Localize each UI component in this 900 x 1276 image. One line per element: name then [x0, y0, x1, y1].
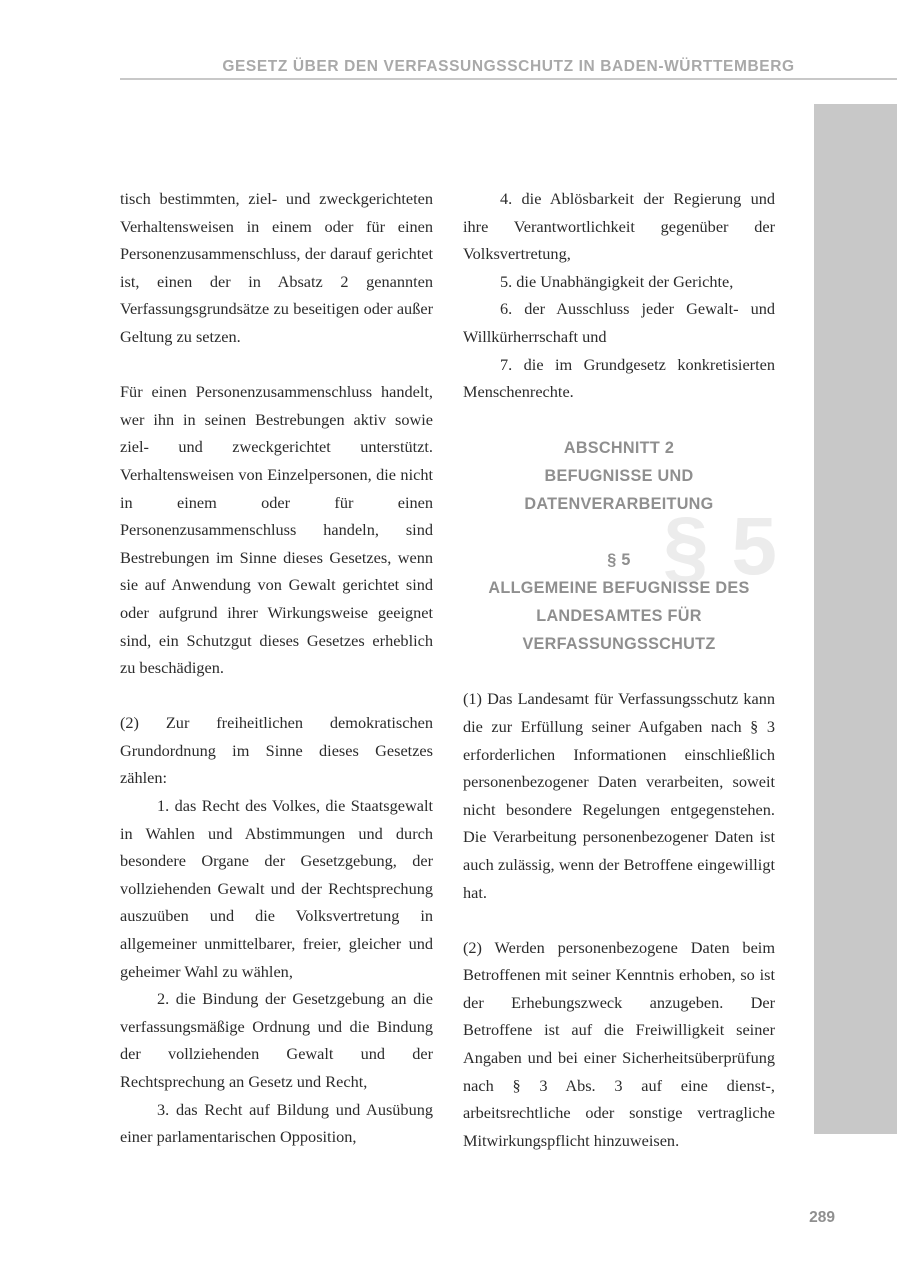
- section-heading-line-1: ABSCHNITT 2: [563, 438, 675, 457]
- list-item-1: 1. das Recht des Volkes, die Staatsgewalt in Wahlen und Abstimmungen und durch besondere Organe der Gesetzgebung, der vollziehenden Gewalt und der Rechtsprechung auszuüben und die Volksvertretung in allgemeiner unmittelbarer, freier, gleicher und geheimer Wahl zu wählen,: [120, 796, 433, 981]
- paragraph-title-line-1: ALLGEMEINE BEFUGNISSE DES: [488, 578, 750, 597]
- right-column: [463, 185, 775, 1154]
- list-item-7: 7. die im Grundgesetz konkretisierten Menschenrechte.: [463, 354, 775, 402]
- paragraph-number: § 5: [607, 550, 631, 569]
- page-number: 289: [809, 1209, 835, 1226]
- paragraph-title-line-2: LANDESAMTES FÜR: [536, 606, 702, 625]
- list-item-3: 3. das Recht auf Bildung und Ausübung einer parlamentarischen Opposition,: [120, 1099, 433, 1147]
- paragraph-title-line-3: VERFASSUNGSSCHUTZ: [522, 634, 716, 653]
- paragraph-absatz-2: (2) Zur freiheitlichen demokratischen Grundordnung im Sinne dieses Gesetzes zählen:: [120, 713, 433, 788]
- paragraph-watermark: § 5: [663, 500, 777, 592]
- running-head: GESETZ ÜBER DEN VERFASSUNGSSCHUTZ IN BADEN-WÜRTTEMBERG: [222, 58, 795, 75]
- list-item-2: 2. die Bindung der Gesetzgebung an die verfassungsmäßige Ordnung und die Bindung der vollziehenden Gewalt und der Rechtsprechung an Gesetz und Recht,: [120, 989, 433, 1091]
- paragraph-continuation: tisch bestimmten, ziel- und zweckgerichteten Verhaltensweisen in einem oder für einen Personenzusammenschluss, der darauf gerichtet ist, einen der in Absatz 2 genannten Verfassungsgrundsätze zu beseitigen oder außer Geltung zu setzen.: [120, 189, 433, 346]
- section-heading-line-3: DATENVERARBEITUNG: [524, 494, 714, 513]
- paragraph-personenzusammenschluss: Für einen Personenzusammenschluss handelt, wer ihn in seinen Bestrebungen aktiv sowie ziel- und zweckgerichtet unterstützt. Verhaltensweisen von Einzelpersonen, die nicht in einem oder für einen Personenzusammenschluss handeln, sind Bestrebungen im Sinne dieses Gesetzes, wenn sie auf Anwendung von Gewalt gerichtet sind oder aufgrund ihrer Wirkungsweise geeignet sind, ein Schutzgut dieses Gesetzes erheblich zu beschädigen.: [120, 382, 433, 678]
- paragraph-heading: [463, 546, 775, 658]
- list-item-6: 6. der Ausschluss jeder Gewalt- und Willkürherrschaft und: [463, 299, 775, 346]
- header-rule: [120, 78, 897, 80]
- paragraph-5-absatz-1: (1) Das Landesamt für Verfassungsschutz kann die zur Erfüllung seiner Aufgaben nach § 3 erforderlichen Informationen einschließlich personenbezogener Daten verarbeiten, soweit nicht besondere Regelungen entgegenstehen. Die Verarbeitung personenbezogener Daten ist auch zulässig, wenn der Betroffene eingewilligt hat.: [463, 689, 775, 902]
- paragraph-5-absatz-2: (2) Werden personenbezogene Daten beim Betroffenen mit seiner Kenntnis erhoben, so ist der Erhebungszweck anzugeben. Der Betroffene ist auf die Freiwilligkeit seiner Angaben und bei einer Sicherheitsüberprüfung nach § 3 Abs. 3 auf eine dienst-, arbeitsrechtliche oder sonstige vertragliche Mitwirkungspflicht hinzuweisen.: [463, 937, 775, 1150]
- list-item-4: 4. die Ablösbarkeit der Regierung und ihre Verantwortlichkeit gegenüber der Volksvertretung,: [463, 189, 775, 264]
- left-column: [120, 185, 433, 1151]
- section-heading-line-2: BEFUGNISSE UND: [544, 466, 694, 485]
- side-margin-bar: [814, 104, 897, 1134]
- list-item-5: 5. die Unabhängigkeit der Gerichte,: [500, 271, 734, 291]
